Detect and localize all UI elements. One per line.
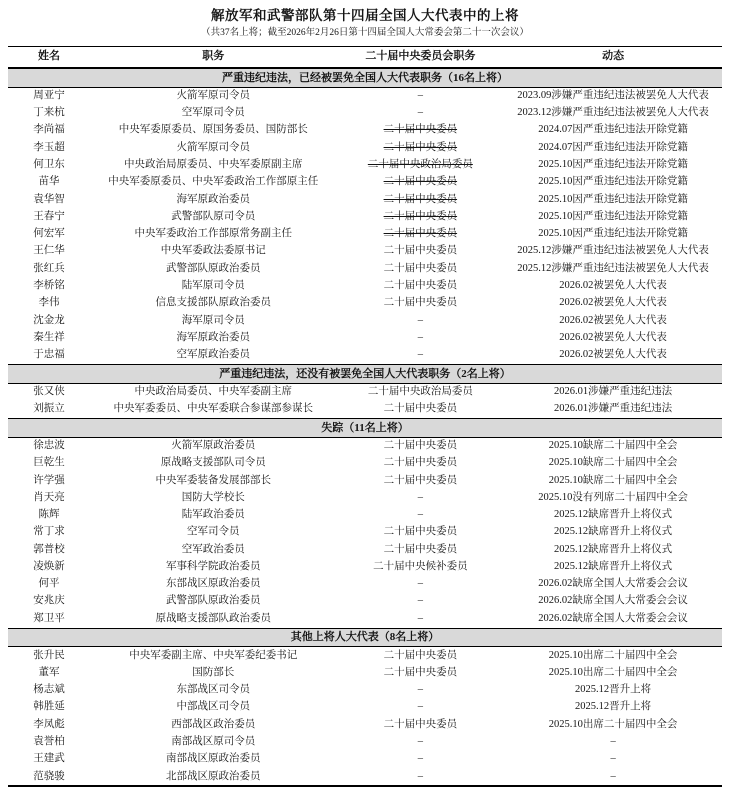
position-cell: 陆军原司令员 [181, 279, 245, 291]
section-header-label: 严重违纪违法，还没有被罢免全国人大代表职务（2名上将） [8, 365, 722, 384]
name-cell: 范骁骏 [33, 770, 65, 782]
name-cell: 董军 [38, 666, 60, 678]
name-cell: 许学强 [33, 474, 65, 486]
committee-cell: 二十届中央候补委员 [373, 560, 468, 572]
status-cell: 2025.12缺席晋升上将仪式 [554, 509, 673, 521]
status-cell: 2025.10出席二十届四中全会 [548, 718, 678, 730]
table-row [8, 699, 722, 716]
committee-cell: 二十届中央委员 [383, 403, 458, 415]
name-cell: 李玉超 [33, 141, 65, 153]
name-cell: 凌焕新 [33, 560, 65, 572]
name-cell: 王春宁 [33, 210, 65, 222]
name-cell: 王仁华 [33, 245, 65, 257]
name-cell: 常丁求 [33, 526, 65, 538]
status-cell: 2026.02被罢免人大代表 [559, 297, 667, 309]
committee-cell: – [417, 314, 423, 326]
column-header-name: 姓名 [8, 47, 90, 69]
committee-cell: 二十届中央委员 [383, 228, 458, 240]
status-cell: 2026.02缺席全国人大常委会会议 [538, 578, 688, 590]
position-cell: 中央军委政法委原书记 [160, 245, 266, 257]
committee-cell: – [417, 701, 423, 713]
status-cell: 2024.07因严重违纪违法开除党籍 [538, 124, 688, 136]
position-cell: 信息支援部队原政治委员 [155, 297, 272, 309]
table-row [8, 295, 722, 312]
status-cell: 2025.12晋升上将 [575, 701, 652, 713]
table-row [8, 383, 722, 401]
status-cell: 2026.02被罢免人大代表 [559, 279, 667, 291]
table-row [8, 437, 722, 455]
committee-cell: 二十届中央委员 [383, 176, 458, 188]
status-cell: 2025.10缺席二十届四中全会 [548, 474, 678, 486]
position-cell: 南部战区原政治委员 [166, 753, 261, 765]
name-cell: 张红兵 [33, 262, 65, 274]
table-row [8, 716, 722, 733]
position-cell: 中央政治局委员、中央军委副主席 [134, 385, 293, 397]
status-cell: 2025.10出席二十届四中全会 [548, 666, 678, 678]
table-row [8, 329, 722, 346]
committee-cell: 二十届中央政治局委员 [367, 385, 473, 397]
table-row [8, 682, 722, 699]
position-cell: 原战略支援部队司令员 [160, 457, 266, 469]
committee-cell: 二十届中央委员 [383, 262, 458, 274]
name-cell: 李伟 [38, 297, 60, 309]
position-cell: 国防部长 [192, 666, 235, 678]
table-row [8, 455, 722, 472]
committee-cell: – [417, 509, 423, 521]
committee-cell: 二十届中央委员 [383, 718, 458, 730]
name-cell: 韩胜延 [33, 701, 65, 713]
section-header-row [8, 68, 722, 87]
name-cell: 袁华智 [33, 193, 65, 205]
status-cell: 2025.12缺席晋升上将仪式 [554, 543, 673, 555]
status-cell: 2025.10因严重违纪违法开除党籍 [538, 210, 688, 222]
table-row [8, 174, 722, 191]
status-cell: 2026.01涉嫌严重违纪违法 [554, 403, 673, 415]
status-cell: – [610, 735, 616, 747]
committee-cell: 二十届中央政治局委员 [367, 159, 473, 171]
column-header-status: 动态 [504, 47, 722, 69]
position-cell: 中部战区司令员 [176, 701, 251, 713]
position-cell: 中央军委原委员、中央军委政治工作部原主任 [108, 176, 319, 188]
status-cell: 2025.10因严重违纪违法开除党籍 [538, 176, 688, 188]
name-cell: 李桥铭 [33, 279, 65, 291]
table-row [8, 191, 722, 208]
table-row [8, 559, 722, 576]
name-cell: 王建武 [33, 753, 65, 765]
name-cell: 何宏军 [33, 228, 65, 240]
status-cell: 2026.02被罢免人大代表 [559, 349, 667, 361]
name-cell: 徐忠波 [33, 439, 65, 451]
name-cell: 刘振立 [33, 403, 65, 415]
status-cell: 2023.12涉嫌严重违纪违法被罢免人大代表 [517, 107, 709, 119]
position-cell: 空军原司令员 [181, 107, 245, 119]
position-cell: 南部战区原司令员 [171, 735, 256, 747]
status-cell: 2026.01涉嫌严重违纪违法 [554, 385, 673, 397]
name-cell: 郑卫平 [33, 612, 65, 624]
status-cell: 2025.10缺席二十届四中全会 [548, 457, 678, 469]
position-cell: 海军原政治委员 [176, 331, 251, 343]
status-cell: 2025.12缺席晋升上将仪式 [554, 526, 673, 538]
status-cell: 2025.10没有列席二十届四中全会 [538, 491, 688, 503]
committee-cell: – [417, 578, 423, 590]
position-cell: 北部战区原政治委员 [166, 770, 261, 782]
table-row [8, 610, 722, 628]
committee-cell: 二十届中央委员 [383, 124, 458, 136]
name-cell: 巨乾生 [33, 457, 65, 469]
table-row [8, 226, 722, 243]
position-cell: 陆军政治委员 [181, 509, 245, 521]
status-cell: 2025.10因严重违纪违法开除党籍 [538, 159, 688, 171]
table-row [8, 260, 722, 277]
committee-cell: – [417, 331, 423, 343]
position-cell: 海军原司令员 [181, 314, 245, 326]
table-row [8, 105, 722, 122]
position-cell: 中央军委副主席、中央军委纪委书记 [129, 649, 298, 661]
position-cell: 东部战区司令员 [176, 684, 251, 696]
name-cell: 于忠福 [33, 349, 65, 361]
name-cell: 安兆庆 [33, 595, 65, 607]
name-cell: 张升民 [33, 649, 65, 661]
position-cell: 空军政治委员 [181, 543, 245, 555]
status-cell: 2025.10出席二十届四中全会 [548, 649, 678, 661]
table-row [8, 734, 722, 751]
position-cell: 西部战区政治委员 [171, 718, 256, 730]
name-cell: 郭普校 [33, 543, 65, 555]
table-row [8, 312, 722, 329]
section-header-row [8, 365, 722, 384]
committee-cell: 二十届中央委员 [383, 297, 458, 309]
name-cell: 秦生祥 [33, 331, 65, 343]
committee-cell: – [417, 684, 423, 696]
status-cell: 2025.10缺席二十届四中全会 [548, 439, 678, 451]
name-cell: 张又侠 [33, 385, 65, 397]
status-cell: 2025.12涉嫌严重违纪违法被罢免人大代表 [517, 262, 709, 274]
committee-cell: 二十届中央委员 [383, 193, 458, 205]
status-cell: 2024.07因严重违纪违法开除党籍 [538, 141, 688, 153]
position-cell: 国防大学校长 [181, 491, 245, 503]
table-row [8, 593, 722, 610]
committee-cell: – [417, 89, 423, 101]
committee-cell: 二十届中央委员 [383, 210, 458, 222]
table-row [8, 347, 722, 365]
committee-cell: 二十届中央委员 [383, 526, 458, 538]
table-row [8, 157, 722, 174]
committee-cell: – [417, 753, 423, 765]
status-cell: 2023.09涉嫌严重违纪违法被罢免人大代表 [517, 89, 709, 101]
status-cell: – [610, 753, 616, 765]
table-row [8, 243, 722, 260]
page-subtitle: （共37名上将；截至2026年2月26日第十四届全国人大常委会第二十一次会议） [201, 28, 529, 38]
committee-cell: – [417, 735, 423, 747]
committee-cell: – [417, 491, 423, 503]
status-cell: 2026.02被罢免人大代表 [559, 331, 667, 343]
position-cell: 火箭军原司令员 [176, 89, 251, 101]
position-cell: 空军原政治委员 [176, 349, 251, 361]
status-cell: 2025.12缺席晋升上将仪式 [554, 560, 673, 572]
status-cell: 2025.12晋升上将 [575, 684, 652, 696]
committee-cell: – [417, 349, 423, 361]
name-cell: 陈辉 [38, 509, 60, 521]
position-cell: 中央军委政治工作部原常务副主任 [134, 228, 293, 240]
position-cell: 武警部队原政治委员 [166, 262, 261, 274]
section-header-row [8, 419, 722, 438]
committee-cell: 二十届中央委员 [383, 543, 458, 555]
position-cell: 火箭军原政治委员 [171, 439, 256, 451]
position-cell: 中央军委委员、中央军委联合参谋部参谋长 [113, 403, 314, 415]
name-cell: 何平 [38, 578, 60, 590]
position-cell: 中央政治局原委员、中央军委原副主席 [124, 159, 303, 171]
committee-cell: – [417, 595, 423, 607]
position-cell: 火箭军原司令员 [176, 141, 251, 153]
name-cell: 何卫东 [33, 159, 65, 171]
position-cell: 中央军委原委员、原国务委员、国防部长 [118, 124, 308, 136]
committee-cell: 二十届中央委员 [383, 279, 458, 291]
table-row [8, 576, 722, 593]
section-header-row [8, 628, 722, 647]
position-cell: 东部战区原政治委员 [166, 578, 261, 590]
table-row [8, 647, 722, 665]
committee-cell: – [417, 107, 423, 119]
name-cell: 苗华 [38, 176, 60, 188]
table-body [8, 68, 722, 786]
status-cell: – [610, 770, 616, 782]
committee-cell: 二十届中央委员 [383, 439, 458, 451]
status-cell: 2026.02被罢免人大代表 [559, 314, 667, 326]
committee-cell: – [417, 612, 423, 624]
table-row [8, 401, 722, 419]
position-cell: 军事科学院政治委员 [166, 560, 261, 572]
position-cell: 空军司令员 [187, 526, 240, 538]
table-row [8, 751, 722, 768]
committee-cell: 二十届中央委员 [383, 457, 458, 469]
position-cell: 海军原政治委员 [176, 193, 251, 205]
name-cell: 周亚宁 [33, 89, 65, 101]
status-cell: 2025.10因严重违纪违法开除党籍 [538, 193, 688, 205]
position-cell: 原战略支援部队政治委员 [155, 612, 272, 624]
table-row [8, 664, 722, 681]
table-row [8, 139, 722, 156]
name-cell: 沈金龙 [33, 314, 65, 326]
table-row [8, 489, 722, 506]
table-row [8, 768, 722, 786]
section-header-label: 失踪（11名上将） [8, 419, 722, 438]
table-row [8, 541, 722, 558]
committee-cell: 二十届中央委员 [383, 141, 458, 153]
table-row [8, 524, 722, 541]
section-header-label: 严重违纪违法，已经被罢免全国人大代表职务（16名上将） [8, 68, 722, 87]
committee-cell: 二十届中央委员 [383, 474, 458, 486]
position-cell: 中央军委装备发展部部长 [155, 474, 272, 486]
position-cell: 武警部队原政治委员 [166, 595, 261, 607]
table-row [8, 278, 722, 295]
table-header-row [8, 47, 722, 69]
name-cell: 肖天亮 [33, 491, 65, 503]
committee-cell: – [417, 770, 423, 782]
name-cell: 袁誉柏 [33, 735, 65, 747]
status-cell: 2025.10因严重违纪违法开除党籍 [538, 228, 688, 240]
name-cell: 李尚福 [33, 124, 65, 136]
generals-table [8, 46, 722, 787]
committee-cell: 二十届中央委员 [383, 245, 458, 257]
table-row [8, 472, 722, 489]
position-cell: 武警部队原司令员 [171, 210, 256, 222]
name-cell: 丁来杭 [33, 107, 65, 119]
committee-cell: 二十届中央委员 [383, 649, 458, 661]
status-cell: 2025.12涉嫌严重违纪违法被罢免人大代表 [517, 245, 709, 257]
name-cell: 李凤彪 [33, 718, 65, 730]
section-header-label: 其他上将人大代表（8名上将） [8, 628, 722, 647]
table-row [8, 208, 722, 225]
column-header-committee: 二十届中央委员会职务 [336, 47, 504, 69]
committee-cell: 二十届中央委员 [383, 666, 458, 678]
table-row [8, 507, 722, 524]
status-cell: 2026.02缺席全国人大常委会会议 [538, 612, 688, 624]
table-row [8, 122, 722, 139]
table-row [8, 87, 722, 105]
name-cell: 杨志斌 [33, 684, 65, 696]
column-header-position: 职务 [90, 47, 336, 69]
page-title: 解放军和武警部队第十四届全国人大代表中的上将 [211, 8, 519, 23]
status-cell: 2026.02缺席全国人大常委会会议 [538, 595, 688, 607]
